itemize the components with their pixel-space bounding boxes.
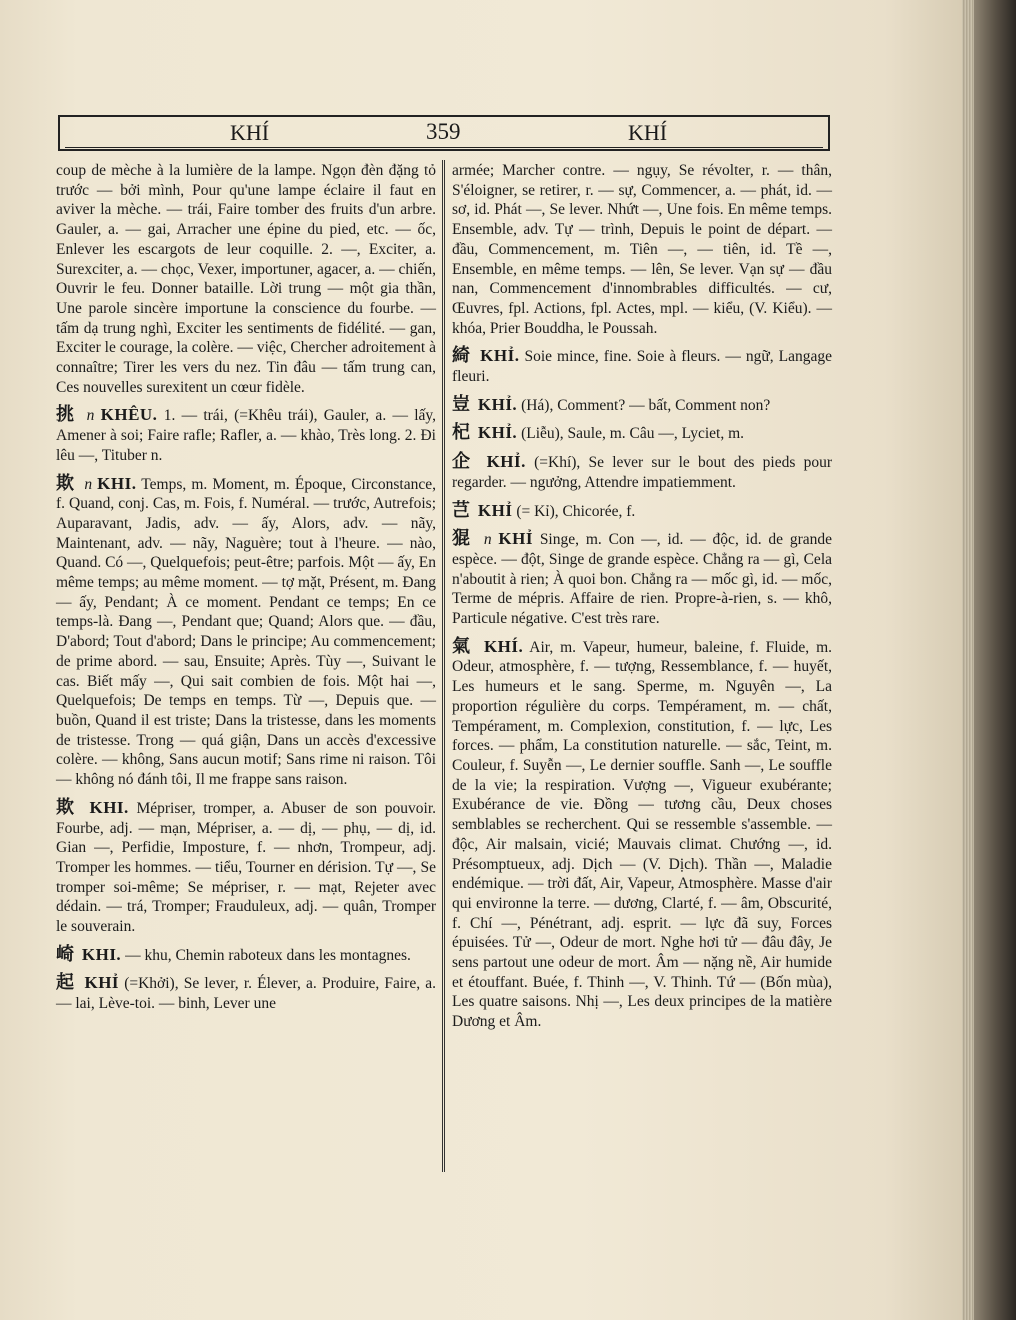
dictionary-entry xyxy=(56,798,436,937)
han-character: 欺 xyxy=(56,796,78,818)
headword: KHỈ xyxy=(84,973,120,993)
han-character: 豈 xyxy=(452,393,470,415)
part-of-speech: n xyxy=(84,475,93,493)
han-character: 杞 xyxy=(452,422,470,444)
definition: Air, m. Vapeur, humeur, baleine, f. Fluide, m. Odeur, atmosphère, f. — tượng, Ressemblance, f. — huyết, Les humeurs et le sang. Sperme, m. Nguyên —, La proportion régulière du corps. Tempérament, m. — chất, Tempérament, m. Complexion, constitution, f. — lực, Les forces. — phẩm, La constitution naturelle. — sắc, Teint, m. Couleur, f. Suyễn —, Le dernier souffle. Sanh —, Le souffle de la vie; la respiration. Vượng —, Vigueur exubérante; Exubérance de vie. Đồng — tương cầu, Deux choses semblables se recherchent. Qui se ressemble s'assemble. — độc, Air malsain, vicié; Mauvais climat. Chướng —, id. Présomptueux, adj. Dịch — (V. Dịch). Thần —, Maladie endémique. — trời đất, Air, Vapeur, Atmosphère. Masse d'air qui environne la terre. — dương, Clarté, f. — âm, Obscurité, f. Chí —, Pénétrant, adj. esprit. — lực đã suy, Forces épuisées. Tử —, Odeur de mort. Nghe hơi tử — đâu đây, Je sens partout une odeur de mort. Âm — nặng nề, Air humide et étouffant. Buée, f. Thinh —, V. Thinh. Tứ — (Bốn mùa), Les quatre saisons. Nhị —, Les deux principes de la matière Dương et Âm. xyxy=(452,638,832,1031)
definition: 1. — trái, (=Khêu trái), Gauler, a. — lấy, Amener à soi; Faire rafle; Rafler, a. — khào, Très long. 2. Đi lêu —, Tituber n. xyxy=(56,407,436,464)
headword: KHỈ. xyxy=(486,452,526,472)
definition: (= Kỉ), Chicorée, f. xyxy=(516,502,636,520)
column-divider xyxy=(442,160,446,1172)
page-header xyxy=(58,115,830,151)
dictionary-entry xyxy=(452,346,832,386)
definition: Soie mince, fine. Soie à fleurs. — ngữ, Langage fleuri. xyxy=(452,348,833,386)
book-page-edges xyxy=(962,0,1016,1320)
dictionary-entry xyxy=(452,423,832,444)
headword: KHỈ. xyxy=(477,394,518,414)
han-character: 欺 xyxy=(56,472,76,494)
definition: Singe, m. Con —, id. — độc, id. de grande espèce. — đột, Singe de grande espèce. Chẳng ra — gì, Cela n'aboutit à rien; À quoi bon. Chẳng ra — mốc gì, id. — mốc, Terme de mépris. Affaire de rien. Propre-à-rien, s. — khô, Particule négative. C'est très rare. xyxy=(452,531,833,628)
han-character: 挑 xyxy=(56,404,77,426)
headword: KHI. xyxy=(81,944,122,964)
page-number: 359 xyxy=(426,119,461,144)
headword: KHỈ. xyxy=(477,423,518,443)
definition: (Há), Comment? — bất, Comment non? xyxy=(521,396,771,414)
han-character: 崎 xyxy=(56,943,74,965)
dictionary-entry xyxy=(56,945,436,966)
part-of-speech: n xyxy=(86,407,95,425)
dictionary-entry xyxy=(56,973,436,1013)
headword: KHỈ. xyxy=(480,346,520,366)
headword: KHỈ xyxy=(498,529,533,549)
left-column xyxy=(56,161,436,1022)
han-character: 起 xyxy=(56,972,76,994)
continuation-text: armée; Marcher contre. — ngụy, Se révolter, r. — thân, S'éloigner, se retirer, r. — sự, Commencer, a. — phát, id. — sơ, id. Phát —, Se lever. Nhứt —, Une fois. En même temps. Ensemble, adv. Tự — trình, Depuis le point de départ. — đầu, Commencement, m. Tiên —, — tiên, id. Tề —, Ensemble, en même temps. — lên, Se lever. Vạn sự — đầu nan, Commencement d'innombrables difficultés. — cư, Œuvres, fpl. Actions, fpl. Actes, mpl. — kiểu, (V. Kiểu). — khóa, Prier Bouddha, le Poussah. xyxy=(452,162,832,337)
han-character: 猑 xyxy=(452,528,473,550)
dictionary-entry xyxy=(452,529,832,629)
headword: KHI. xyxy=(97,473,137,493)
definition: — khu, Chemin raboteux dans les montagnes. xyxy=(125,946,411,964)
han-character: 芑 xyxy=(452,499,470,521)
han-character: 氣 xyxy=(452,635,474,657)
definition: (=Khởi), Se lever, r. Élever, a. Produire, Faire, a. — lai, Lève-toi. — binh, Lever une xyxy=(56,975,437,1013)
definition: (=Khí), Se lever sur le bout des pieds pour regarder. — ngưởng, Attendre impatiemment. xyxy=(452,454,832,491)
han-character: 企 xyxy=(452,451,475,473)
headword: KHI. xyxy=(89,797,129,817)
dictionary-entry xyxy=(56,405,436,465)
definition: Mépriser, tromper, a. Abuser de son pouvoir. Fourbe, adj. — mạn, Mépriser, a. — dị, — phụ, — dị, id. Gian —, Perfidie, Imposture, f. — nhơn, Trompeur, adj. Tromper les hommes. — tiểu, Tourner en dérision. Tự —, Se tromper soi-même; Se mépriser, r. — mạt, Rejeter avec dédain. — trá, Tromper; Frauduleux, adj. — quân, Tromper le souverain. xyxy=(56,799,437,936)
headword: KHÍ. xyxy=(483,636,524,656)
dictionary-entry xyxy=(452,395,832,416)
continuation-text: coup de mèche à la lumière de la lampe. Ngọn đèn đặng tỏ trước — bởi mình, Pour qu'une lampe éclaire il faut en aviver la mèche. — trái, Faire tomber des fruits d'un arbre. Gauler, a. — gai, Arracher une épine du pied, etc. — ốc, Enlever les escargots de leur coquille. 2. —, Exciter, a. Surexciter, a. — chọc, Vexer, importuner, agacer, a. — chiến, Ouvrir le feu. Donner bataille. Lời trung — một gia thần, Une parole sincère importune la conscience du fourbe. — tấm dạ trung nghì, Exciter les sentiments de fidélité. — gan, Exciter le courage, la colère. — việc, Chercher adroitement à connaître; Tirer les vers du nez. Tin đâu — tấm trung can, Ces nouvelles surexitent un cœur fidèle. xyxy=(56,162,436,396)
header-left-word: KHÍ xyxy=(230,120,270,145)
headword: KHỈ xyxy=(477,500,513,520)
right-column xyxy=(452,161,832,1040)
headword: KHÊU. xyxy=(100,405,158,425)
dictionary-entry xyxy=(452,452,832,492)
dictionary-entry xyxy=(452,637,832,1032)
definition: Temps, m. Moment, m. Époque, Circonstance, f. Quand, conj. Cas, m. Fois, f. Numéral. — trước, Autrefois; Auparavant, Jadis, adv. — ấy, Alors, adv. — nãy, Maintenant, adv. — nãy, Naguère; tout à l'heure. — nào, Quand. Có —, Quelquefois; peut-être; parfois. Một — ấy, En même temps; au même moment. — tợ mặt, Présent, m. Đang — ấy, Pendant; À ce moment. Pendant ce temps; En ce temps-là. Đang —, Pendant que; Quand; Alors que. — đầu, D'abord; Tout d'abord; Dans le principe; Au commencement; de prime abord. — sau, Ensuite; Après. Tùy —, Suivant le cas. Biết mấy —, Qui sait combien de fois. Một hai —, Quelquefois; De temps en temps. Từ —, Depuis que. — buồn, Quand il est triste; Dans la tristesse, dans les moments de tristesse. Trong — quá giận, Dans un accès d'excessive colère. — không, Sans aucun motif; Sans rime ni raison. Tôi — không nó đánh tôi, Il me frappe sans raison. xyxy=(56,475,436,789)
dictionary-entry xyxy=(56,474,436,790)
han-character: 綺 xyxy=(452,345,472,367)
definition: (Liễu), Saule, m. Câu —, Lyciet, m. xyxy=(521,425,745,443)
part-of-speech: n xyxy=(483,531,492,549)
header-right-word: KHÍ xyxy=(628,120,668,145)
dictionary-entry xyxy=(452,501,832,522)
